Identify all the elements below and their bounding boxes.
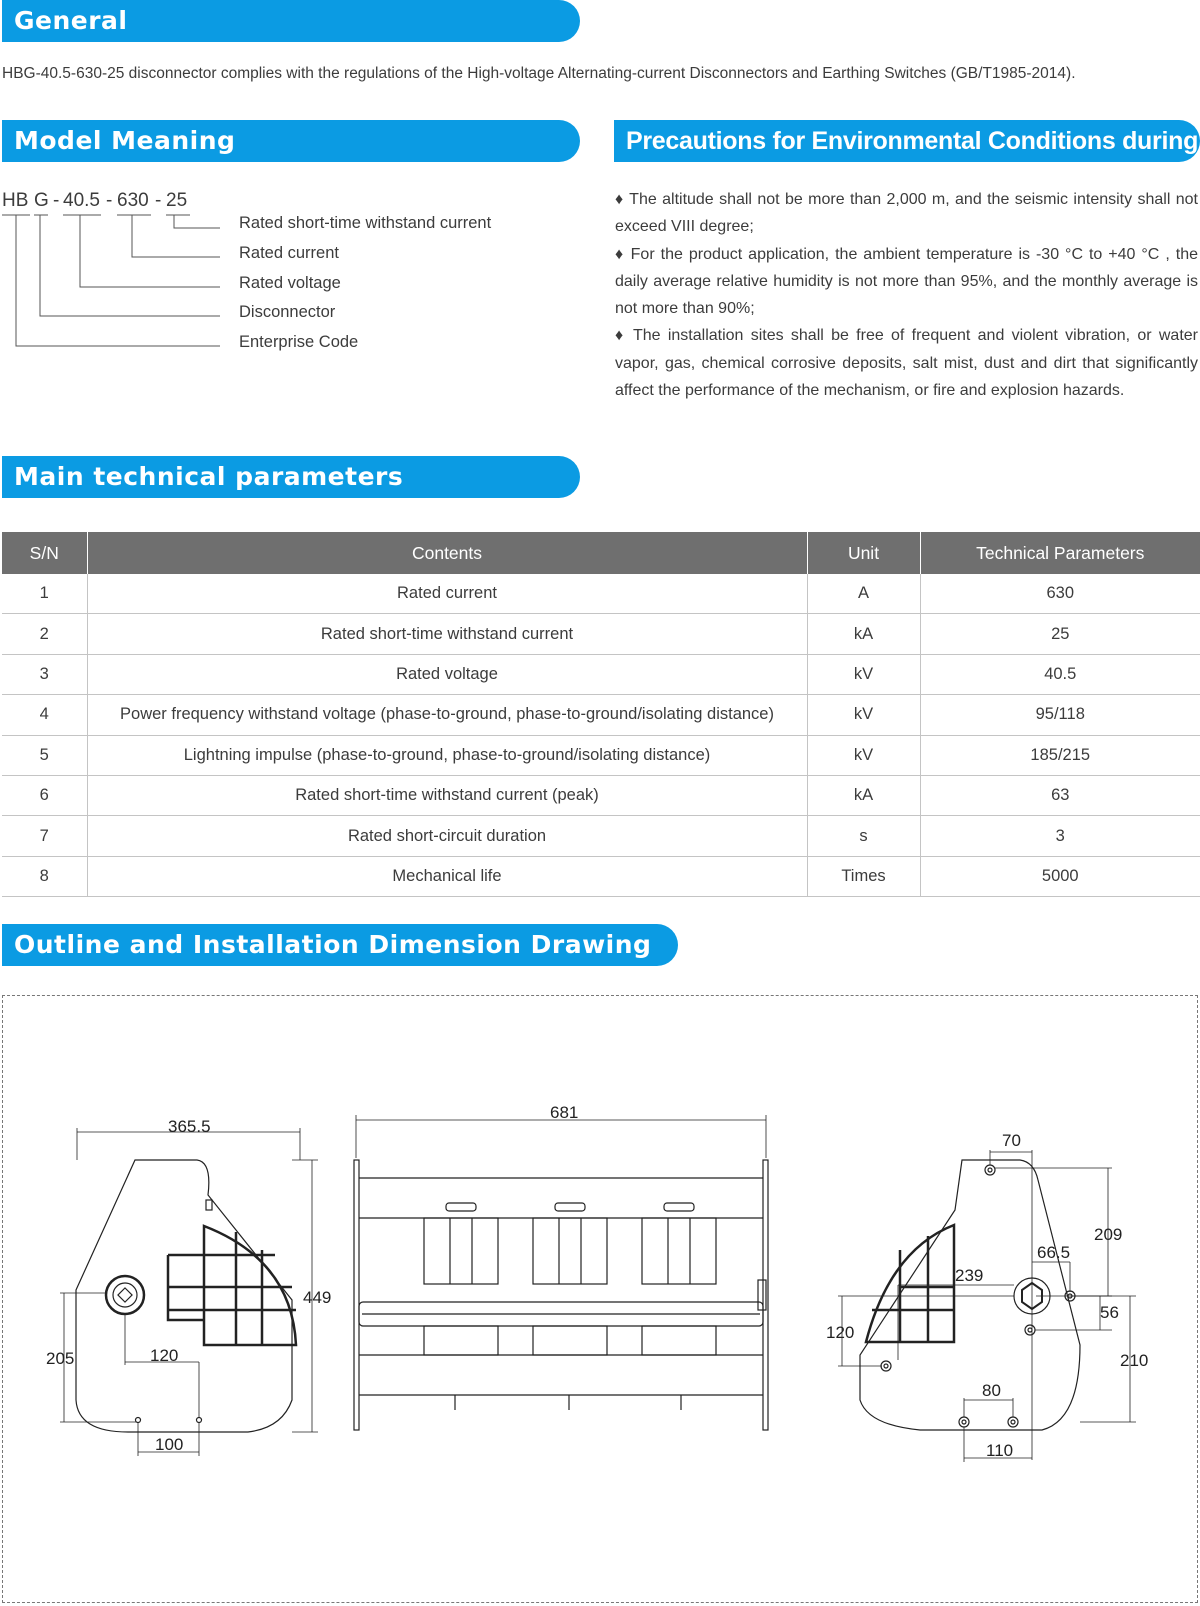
- dim-100: 100: [155, 1435, 184, 1454]
- label-withstand: Rated short-time withstand current: [239, 214, 492, 232]
- cell-contents: Rated voltage: [87, 654, 807, 694]
- dim-209: 209: [1094, 1225, 1123, 1244]
- code-g: G: [34, 190, 49, 211]
- cell-unit: s: [807, 816, 920, 856]
- cell-value: 3: [920, 816, 1200, 856]
- header-params: Technical Parameters: [920, 532, 1200, 574]
- dim-239: 239: [955, 1266, 984, 1285]
- label-current: Rated current: [239, 244, 339, 262]
- dim-80: 80: [982, 1381, 1001, 1400]
- cell-unit: kV: [807, 654, 920, 694]
- cell-sn: 1: [2, 574, 87, 614]
- cell-sn: 7: [2, 816, 87, 856]
- cell-value: 5000: [920, 856, 1200, 896]
- cell-sn: 2: [2, 614, 87, 654]
- cell-contents: Power frequency withstand voltage (phase-to-ground, phase-to-ground/isolating distance): [87, 695, 807, 735]
- cell-value: 63: [920, 775, 1200, 815]
- code-dash-3: -: [155, 190, 162, 211]
- dim-56: 56: [1100, 1303, 1119, 1322]
- cell-value: 25: [920, 614, 1200, 654]
- header-contents: Contents: [87, 532, 807, 574]
- precaution-temperature: ♦ For the product application, the ambient temperature is -30 °C to +40 °C , the daily average relative humidity is not more than 95%, and the monthly average is not more than 90%;: [615, 245, 1198, 318]
- cell-value: 185/215: [920, 735, 1200, 775]
- cell-value: 95/118: [920, 695, 1200, 735]
- cell-unit: A: [807, 574, 920, 614]
- label-disconnector: Disconnector: [239, 303, 336, 321]
- cell-contents: Rated short-time withstand current: [87, 614, 807, 654]
- dim-449: 449: [303, 1288, 332, 1307]
- general-title: General: [14, 6, 128, 35]
- cell-contents: Rated short-time withstand current (peak): [87, 775, 807, 815]
- code-withstand: 25: [166, 190, 188, 211]
- precaution-installation: ♦ The installation sites shall be free of frequent and violent vibration, or water vapor, gas, chemical corrosive deposits, salt mist, dust and dirt that significantly affect the performance of the mechanism, or fire and explosion hazards.: [615, 327, 1198, 400]
- cell-sn: 6: [2, 775, 87, 815]
- dim-681: 681: [550, 1103, 579, 1122]
- front-view: [354, 1115, 768, 1430]
- cell-unit: kV: [807, 735, 920, 775]
- header-sn: S/N: [2, 532, 87, 574]
- code-dash-1: -: [53, 190, 60, 211]
- precaution-altitude: ♦ The altitude shall not be more than 2,000 m, and the seismic intensity shall not exceed VIII degree;: [615, 191, 1198, 236]
- cell-contents: Rated current: [87, 574, 807, 614]
- cell-contents: Lightning impulse (phase-to-ground, phase-to-ground/isolating distance): [87, 735, 807, 775]
- label-enterprise: Enterprise Code: [239, 333, 359, 351]
- cell-sn: 4: [2, 695, 87, 735]
- dim-365-5: 365.5: [168, 1117, 211, 1136]
- header-unit: Unit: [807, 532, 920, 574]
- cell-value: 630: [920, 574, 1200, 614]
- label-voltage: Rated voltage: [239, 274, 341, 292]
- cell-value: 40.5: [920, 654, 1200, 694]
- dim-205: 205: [46, 1349, 75, 1368]
- cell-unit: kA: [807, 775, 920, 815]
- cell-sn: 5: [2, 735, 87, 775]
- model-meaning-title: Model Meaning: [14, 126, 236, 155]
- right-side-view: [838, 1150, 1136, 1462]
- left-side-view: [60, 1128, 318, 1456]
- dim-66-5: 66.5: [1037, 1243, 1071, 1262]
- cell-unit: kV: [807, 695, 920, 735]
- cell-contents: Mechanical life: [87, 856, 807, 896]
- dim-70: 70: [1002, 1131, 1021, 1150]
- dim-120-right: 120: [826, 1323, 855, 1342]
- code-hb: HB: [2, 190, 29, 211]
- intro-text: HBG-40.5-630-25 disconnector complies with the regulations of the High-voltage Alternating-current Disconnectors and Earthing Switches (GB/T1985-2014).: [2, 65, 1076, 82]
- code-current: 630: [117, 190, 149, 211]
- cell-contents: Rated short-circuit duration: [87, 816, 807, 856]
- code-voltage: 40.5: [63, 190, 100, 211]
- cell-unit: kA: [807, 614, 920, 654]
- cell-sn: 3: [2, 654, 87, 694]
- dim-110: 110: [986, 1441, 1014, 1460]
- dim-210: 210: [1120, 1351, 1149, 1370]
- precautions-title: Precautions for Environmental Conditions during Use: [626, 127, 1199, 197]
- drawing-title: Outline and Installation Dimension Drawing: [14, 930, 652, 959]
- code-dash-2: -: [106, 190, 113, 211]
- main-params-title: Main technical parameters: [14, 462, 404, 491]
- cell-sn: 8: [2, 856, 87, 896]
- cell-unit: Times: [807, 856, 920, 896]
- dim-120-left: 120: [150, 1346, 179, 1365]
